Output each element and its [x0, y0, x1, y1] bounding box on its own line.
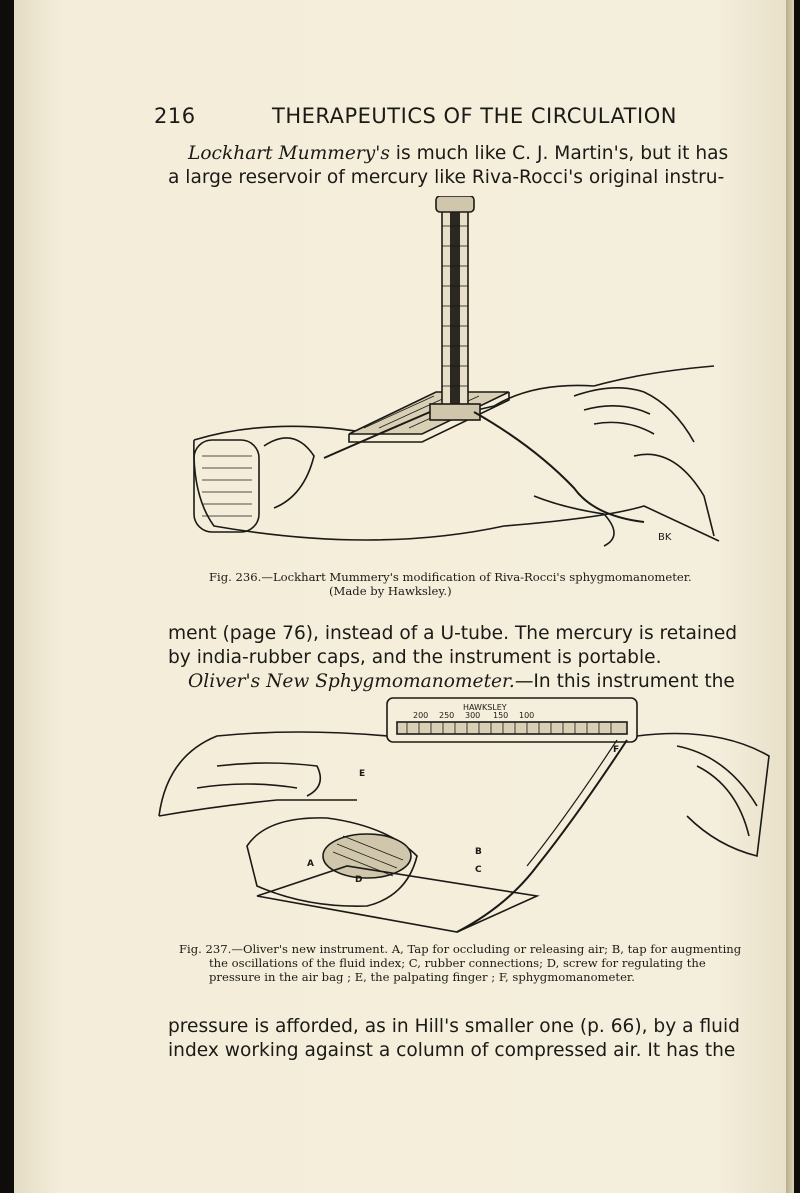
label-b: B: [475, 847, 482, 857]
label-f: F: [613, 745, 620, 755]
reservoir: [430, 404, 480, 420]
para3-line1: pressure is afforded, as in Hill's smaller one (p. 66), by a fluid: [168, 1016, 740, 1037]
running-title: THERAPEUTICS OF THE CIRCULATION: [272, 104, 677, 128]
oliver-title: Oliver's New Sphygmomanometer.: [188, 671, 515, 692]
para2-line2: by india-rubber caps, and the instrument is portable.: [168, 647, 662, 668]
fig237-caption-line3: pressure in the air bag ; E, the palpating finger ; F, sphygmomanometer.: [209, 970, 635, 984]
fig237-caption-line2: the oscillations of the fluid index; C, rubber connections; D, screw for regulating the: [209, 956, 706, 970]
scale-100: 100: [519, 711, 535, 720]
paragraph-oliver: [168, 622, 768, 694]
maker-label: HAWKSLEY: [463, 703, 507, 712]
figure-237-caption: [179, 942, 779, 984]
para1-line2: a large reservoir of mercury like Riva-Rocci's original instru-: [168, 167, 725, 188]
scale-250: 250: [439, 711, 455, 720]
scale-300: 300: [465, 711, 481, 720]
label-e: E: [359, 769, 366, 779]
figure-236-illustration: [174, 196, 734, 552]
column-cap: [436, 196, 474, 212]
paragraph-continued: [168, 1015, 768, 1063]
running-header: [154, 104, 754, 134]
fig236-caption-text: Fig. 236.—Lockhart Mummery's modification of Riva-Rocci's sphygmomanometer.: [209, 570, 692, 584]
lockhart-name: Lockhart Mummery's: [188, 143, 390, 164]
fig236-credit: (Made by Hawksley.): [329, 584, 452, 598]
page-number: 216: [154, 104, 196, 128]
fig237-caption-line1: Fig. 237.—Oliver's new instrument. A, Tap for occluding or releasing air; B, tap for augmenting: [179, 942, 742, 956]
label-d: D: [355, 875, 363, 885]
arm-cuff: [194, 440, 259, 532]
para2-line1: ment (page 76), instead of a U-tube. The mercury is retained: [168, 623, 738, 644]
para1-line1: is much like C. J. Martin's, but it has: [389, 143, 729, 164]
graduated-tube: [397, 722, 627, 734]
manometer-housing: [387, 698, 637, 742]
figure-236-caption: [209, 570, 769, 598]
label-c: C: [475, 865, 482, 875]
paragraph-lockhart: [168, 142, 768, 190]
para2-line3: —In this instrument the: [514, 671, 735, 692]
page-edge: [786, 0, 794, 1193]
scale-150: 150: [493, 711, 509, 720]
book-page: [14, 0, 794, 1193]
fig236-mark-bk: BK: [658, 532, 672, 543]
figure-237-illustration: [157, 696, 779, 940]
scale-200: 200: [413, 711, 429, 720]
label-a: A: [307, 859, 314, 869]
para3-line2: index working against a column of compressed air. It has the: [168, 1040, 736, 1061]
